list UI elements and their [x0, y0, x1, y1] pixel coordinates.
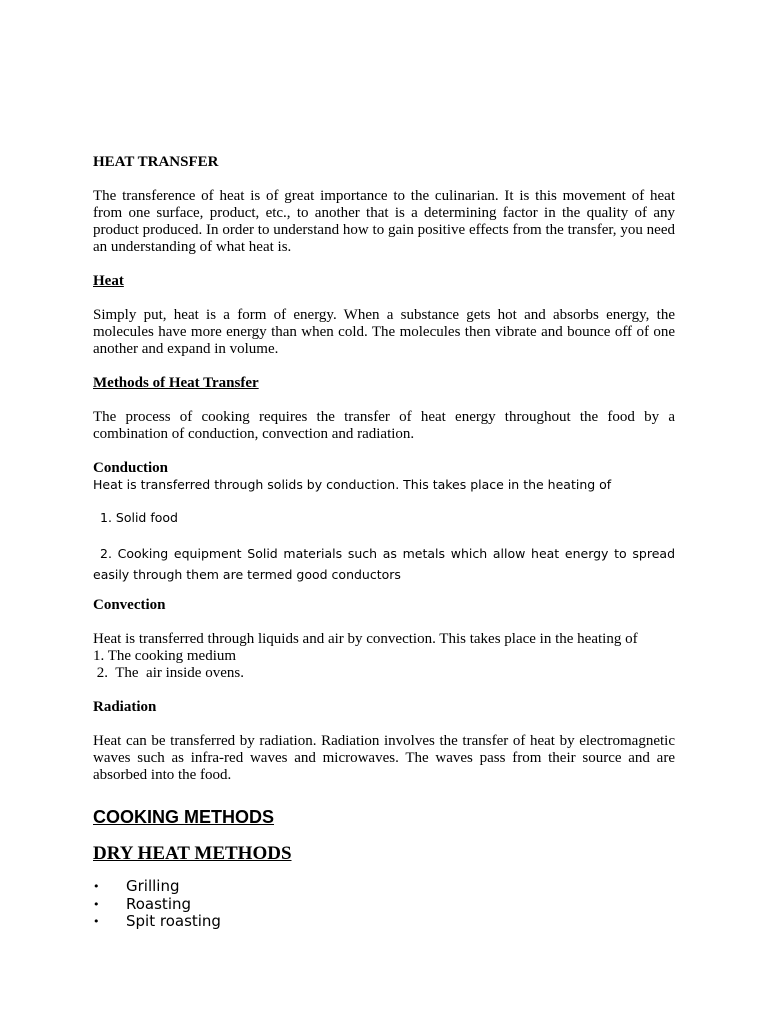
cooking-methods-heading: COOKING METHODS: [93, 807, 275, 827]
heat-heading: Heat: [93, 273, 124, 289]
list-item-label: Spit roasting: [126, 912, 221, 930]
document-page: [93, 154, 675, 931]
list-item-label: Grilling: [126, 877, 180, 895]
heat-transfer-heading: HEAT TRANSFER: [93, 154, 219, 170]
conduction-body: Heat is transferred through solids by conduction. This takes place in the heating of: [93, 477, 612, 492]
conduction-item-1: 1. Solid food: [100, 510, 178, 525]
convection-item-1: 1. The cooking medium: [93, 648, 237, 664]
heat-transfer-intro: The transference of heat is of great importance to the culinarian. It is this movement of heat from one surface, product, etc., to another that is a determining factor in the quality of any product produced. In order to understand how to gain positive effects from the transfer, you need an understanding of what heat is.: [93, 188, 675, 255]
bullet-icon: •: [93, 897, 100, 911]
list-item-label: Roasting: [126, 894, 192, 913]
bullet-icon: •: [93, 915, 100, 928]
dry-heat-methods-list: [93, 878, 675, 931]
convection-heading: Convection: [93, 597, 166, 613]
methods-body: The process of cooking requires the transfer of heat energy throughout the food by a combination of conduction, convection and radiation.: [93, 409, 675, 442]
list-item: [93, 878, 675, 896]
convection-body: Heat is transferred through liquids and air by convection. This takes place in the heating of: [93, 631, 638, 647]
bullet-icon: •: [93, 880, 100, 893]
dry-heat-methods-heading: DRY HEAT METHODS: [93, 843, 292, 864]
radiation-heading: Radiation: [93, 699, 157, 715]
convection-item-2: 2. The air inside ovens.: [93, 665, 244, 681]
conduction-heading: Conduction: [93, 460, 169, 476]
conduction-item-2: 2. Cooking equipment Solid materials such as metals which allow heat energy to spread easily through them are termed good conductors: [93, 546, 675, 582]
radiation-body: Heat can be transferred by radiation. Radiation involves the transfer of heat by electromagnetic waves such as infra-red waves and microwaves. The waves pass from their source and are absorbed into the food.: [93, 733, 675, 783]
methods-heading: Methods of Heat Transfer: [93, 375, 259, 391]
list-item: [93, 896, 675, 914]
list-item: [93, 913, 675, 931]
heat-body: Simply put, heat is a form of energy. When a substance gets hot and absorbs energy, the molecules have more energy than when cold. The molecules then vibrate and bounce off of one another and expand in volume.: [93, 307, 675, 357]
